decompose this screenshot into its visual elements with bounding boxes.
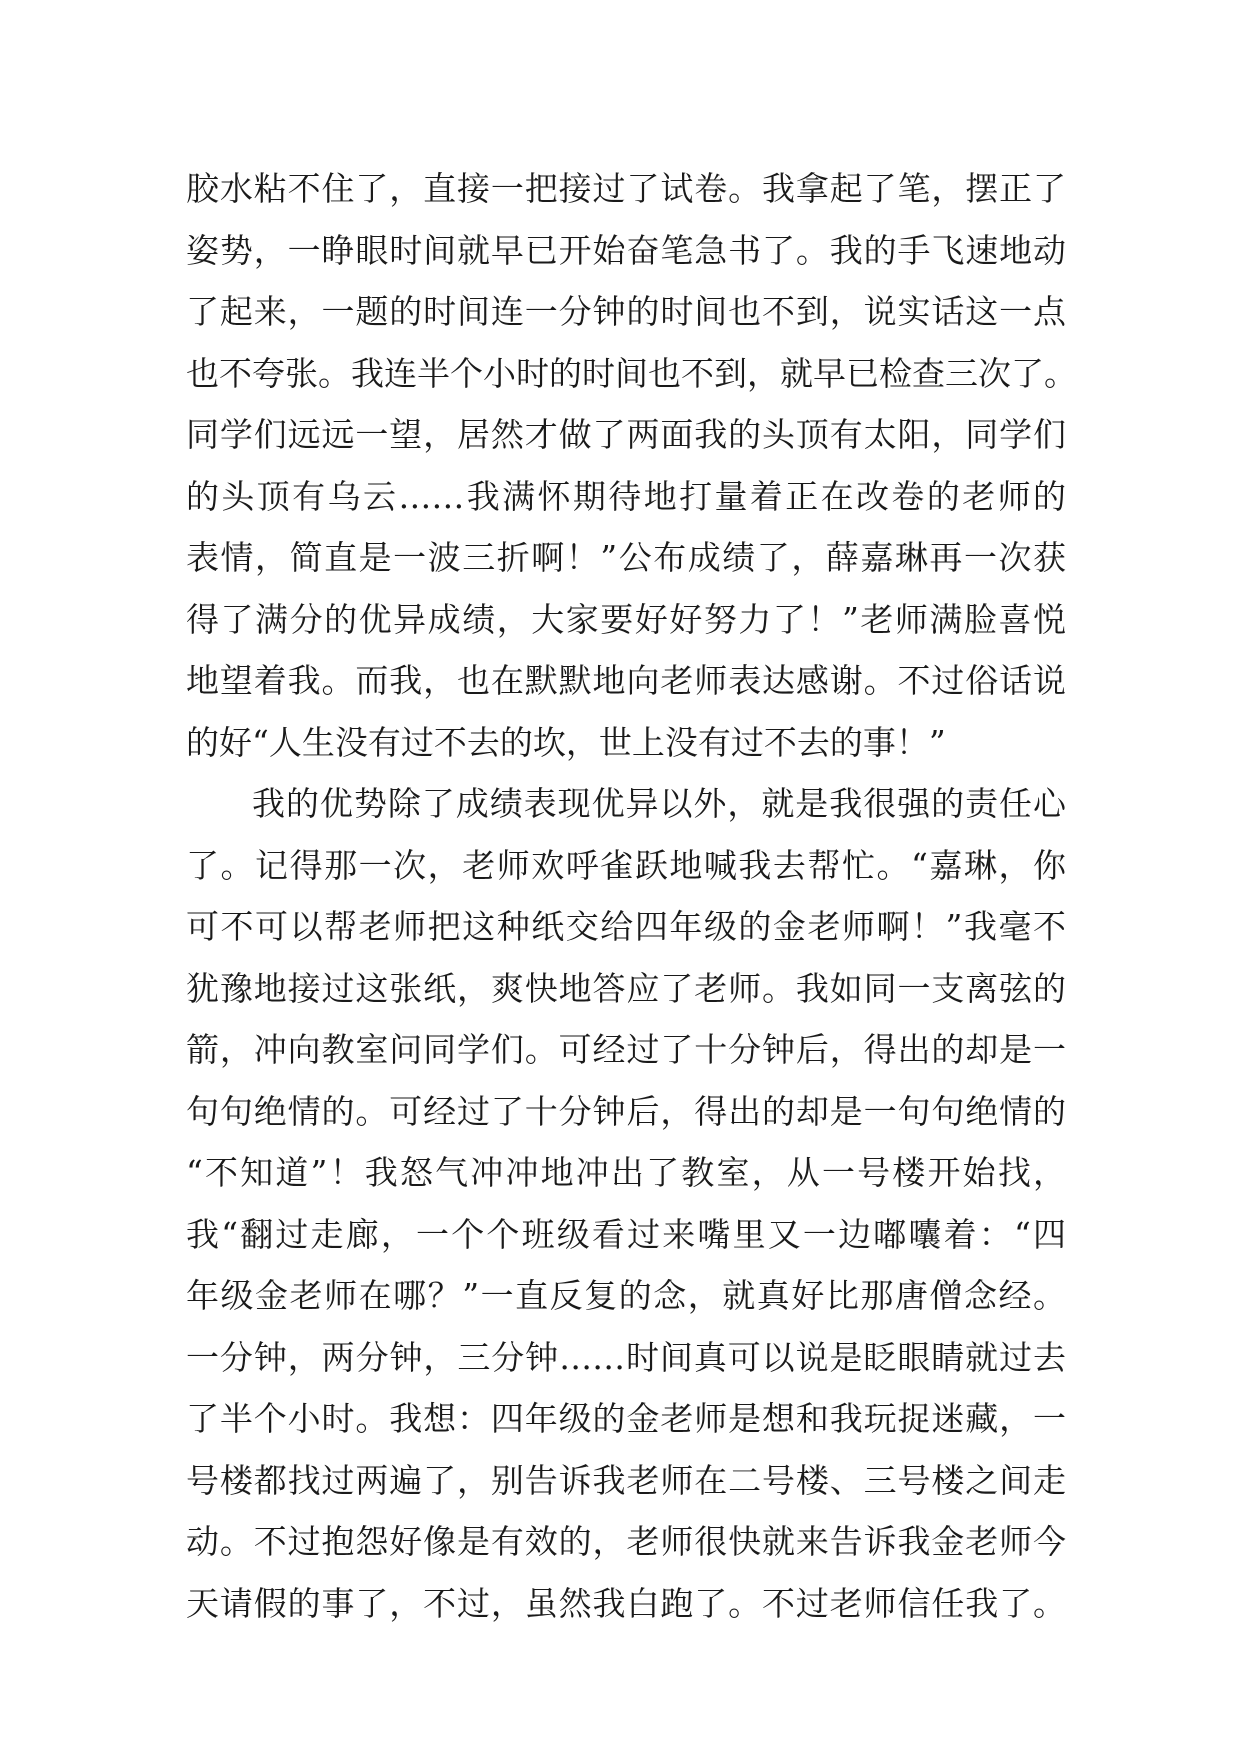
body-text [186, 158, 1077, 1634]
text-line: 一分钟，两分钟，三分钟……时间真可以说是眨眼睛就过去 [186, 1337, 1066, 1377]
text-line: 姿势，一睁眼时间就早已开始奋笔急书了。我的手飞速地动 [186, 230, 1066, 270]
text-line: 犹豫地接过这张纸，爽快地答应了老师。我如同一支离弦的 [186, 968, 1066, 1008]
text-line: 年级金老师在哪？”一直反复的念，就真好比那唐僧念经。 [186, 1276, 1066, 1315]
text-line: 胶水粘不住了，直接一把接过了试卷。我拿起了笔，摆正了 [186, 169, 1066, 208]
text-line: 了。记得那一次，老师欢呼雀跃地喊我去帮忙。“嘉琳，你 [186, 845, 1066, 885]
text-line: 句句绝情的。可经过了十分钟后，得出的却是一句句绝情的 [186, 1091, 1066, 1131]
text-line: 动。不过抱怨好像是有效的，老师很快就来告诉我金老师今 [186, 1522, 1066, 1561]
text-line: 了半个小时。我想：四年级的金老师是想和我玩捉迷藏，一 [186, 1399, 1066, 1438]
text-line: 同学们远远一望，居然才做了两面我的头顶有太阳，同学们 [186, 415, 1066, 454]
text-line: 也不夸张。我连半个小时的时间也不到，就早已检查三次了。 [186, 353, 1077, 393]
text-line: 箭，冲向教室问同学们。可经过了十分钟后，得出的却是一 [186, 1030, 1066, 1069]
text-line: 的好“人生没有过不去的坎，世上没有过不去的事！” [186, 722, 946, 762]
text-line: 可不可以帮老师把这种纸交给四年级的金老师啊！”我毫不 [186, 907, 1066, 946]
text-line: 我“翻过走廊，一个个班级看过来嘴里又一边嘟囔着：“四 [186, 1214, 1066, 1254]
text-line: 得了满分的优异成绩，大家要好好努力了！”老师满脸喜悦 [186, 599, 1066, 639]
text-line: 我的优势除了成绩表现优异以外，就是我很强的责任心 [252, 784, 1066, 823]
text-line: 表情，简直是一波三折啊！”公布成绩了，薛嘉琳再一次获 [186, 538, 1066, 577]
text-line: “不知道”！我怒气冲冲地冲出了教室，从一号楼开始找， [186, 1153, 1066, 1192]
text-line: 号楼都找过两遍了，别告诉我老师在二号楼、三号楼之间走 [186, 1460, 1066, 1500]
text-line: 天请假的事了，不过，虽然我白跑了。不过老师信任我了。 [186, 1583, 1066, 1623]
text-line: 了起来，一题的时间连一分钟的时间也不到，说实话这一点 [186, 292, 1066, 331]
text-line: 的头顶有乌云……我满怀期待地打量着正在改卷的老师的 [186, 476, 1066, 516]
text-line: 地望着我。而我，也在默默地向老师表达感谢。不过俗话说 [186, 661, 1066, 700]
